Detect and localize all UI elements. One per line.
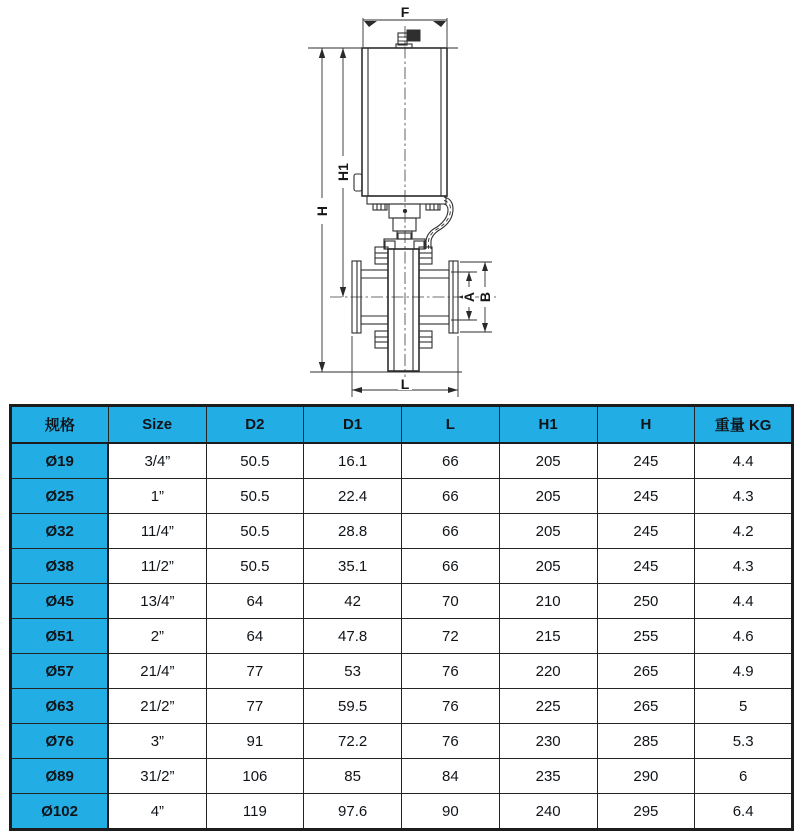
value-cell: 290 (597, 759, 695, 794)
value-cell: 72 (402, 619, 500, 654)
table-row (11, 689, 793, 724)
value-cell: 6.4 (695, 794, 793, 830)
value-cell: 245 (597, 549, 695, 584)
table-row (11, 724, 793, 759)
value-cell: 50.5 (206, 549, 304, 584)
value-cell: 5 (695, 689, 793, 724)
value-cell: 285 (597, 724, 695, 759)
value-cell: 1” (108, 479, 206, 514)
value-cell: 64 (206, 584, 304, 619)
value-cell: 50.5 (206, 479, 304, 514)
value-cell: 245 (597, 479, 695, 514)
value-cell: 4.6 (695, 619, 793, 654)
value-cell: 265 (597, 689, 695, 724)
spec-cell: Ø63 (11, 689, 109, 724)
label-b: B (477, 291, 493, 303)
value-cell: 50.5 (206, 443, 304, 479)
value-cell: 66 (402, 479, 500, 514)
value-cell: 205 (499, 514, 597, 549)
spec-cell: Ø76 (11, 724, 109, 759)
spec-cell: Ø38 (11, 549, 109, 584)
value-cell: 4” (108, 794, 206, 830)
value-cell: 250 (597, 584, 695, 619)
value-cell: 72.2 (304, 724, 402, 759)
value-cell: 205 (499, 443, 597, 479)
value-cell: 4.4 (695, 584, 793, 619)
value-cell: 28.8 (304, 514, 402, 549)
column-header-l: L (402, 406, 500, 444)
value-cell: 245 (597, 514, 695, 549)
value-cell: 4.3 (695, 479, 793, 514)
value-cell: 22.4 (304, 479, 402, 514)
spec-cell: Ø25 (11, 479, 109, 514)
air-fitting (396, 30, 420, 48)
column-header-size: Size (108, 406, 206, 444)
value-cell: 255 (597, 619, 695, 654)
spec-cell: Ø57 (11, 654, 109, 689)
dimension-h (314, 48, 330, 372)
table-row (11, 794, 793, 830)
value-cell: 21/4” (108, 654, 206, 689)
table-row (11, 443, 793, 479)
value-cell: 4.2 (695, 514, 793, 549)
value-cell: 64 (206, 619, 304, 654)
value-cell: 295 (597, 794, 695, 830)
table-row (11, 654, 793, 689)
value-cell: 91 (206, 724, 304, 759)
value-cell: 35.1 (304, 549, 402, 584)
value-cell: 76 (402, 654, 500, 689)
value-cell: 230 (499, 724, 597, 759)
spec-table-section (0, 402, 803, 831)
spec-table (9, 404, 794, 831)
table-row (11, 584, 793, 619)
value-cell: 77 (206, 654, 304, 689)
spec-cell: Ø45 (11, 584, 109, 619)
value-cell: 53 (304, 654, 402, 689)
value-cell: 4.9 (695, 654, 793, 689)
value-cell: 265 (597, 654, 695, 689)
value-cell: 220 (499, 654, 597, 689)
value-cell: 76 (402, 689, 500, 724)
column-header-h1: H1 (499, 406, 597, 444)
value-cell: 85 (304, 759, 402, 794)
column-header-spec: 规格 (11, 406, 109, 444)
spec-cell: Ø102 (11, 794, 109, 830)
value-cell: 240 (499, 794, 597, 830)
spec-cell: Ø19 (11, 443, 109, 479)
spec-cell: Ø89 (11, 759, 109, 794)
actuator-body (354, 48, 447, 239)
value-cell: 210 (499, 584, 597, 619)
value-cell: 119 (206, 794, 304, 830)
column-header-h: H (597, 406, 695, 444)
value-cell: 13/4” (108, 584, 206, 619)
value-cell: 66 (402, 549, 500, 584)
column-header-d2: D2 (206, 406, 304, 444)
spec-cell: Ø32 (11, 514, 109, 549)
value-cell: 6 (695, 759, 793, 794)
value-cell: 90 (402, 794, 500, 830)
value-cell: 66 (402, 443, 500, 479)
value-cell: 21/2” (108, 689, 206, 724)
value-cell: 50.5 (206, 514, 304, 549)
column-header-d1: D1 (304, 406, 402, 444)
table-row (11, 759, 793, 794)
drawing-area (0, 0, 803, 402)
value-cell: 4.4 (695, 443, 793, 479)
value-cell: 245 (597, 443, 695, 479)
value-cell: 11/2” (108, 549, 206, 584)
table-row (11, 479, 793, 514)
table-row (11, 514, 793, 549)
value-cell: 42 (304, 584, 402, 619)
label-h: H (314, 205, 330, 217)
table-row (11, 549, 793, 584)
value-cell: 5.3 (695, 724, 793, 759)
value-cell: 70 (402, 584, 500, 619)
value-cell: 225 (499, 689, 597, 724)
table-row (11, 619, 793, 654)
value-cell: 66 (402, 514, 500, 549)
valve-technical-drawing (0, 0, 803, 402)
value-cell: 3/4” (108, 443, 206, 479)
label-h1: H1 (335, 163, 351, 181)
table-header-row (11, 406, 793, 444)
spec-cell: Ø51 (11, 619, 109, 654)
value-cell: 205 (499, 549, 597, 584)
value-cell: 11/4” (108, 514, 206, 549)
value-cell: 97.6 (304, 794, 402, 830)
value-cell: 106 (206, 759, 304, 794)
value-cell: 47.8 (304, 619, 402, 654)
value-cell: 31/2” (108, 759, 206, 794)
value-cell: 235 (499, 759, 597, 794)
value-cell: 84 (402, 759, 500, 794)
value-cell: 4.3 (695, 549, 793, 584)
label-f: F (400, 4, 410, 20)
value-cell: 215 (499, 619, 597, 654)
value-cell: 76 (402, 724, 500, 759)
value-cell: 205 (499, 479, 597, 514)
label-l: L (400, 376, 410, 392)
value-cell: 77 (206, 689, 304, 724)
value-cell: 3” (108, 724, 206, 759)
value-cell: 59.5 (304, 689, 402, 724)
dimension-a (451, 272, 477, 320)
dimension-h1 (335, 48, 351, 297)
label-a: A (461, 291, 477, 303)
column-header-weight: 重量 KG (695, 406, 793, 444)
value-cell: 16.1 (304, 443, 402, 479)
value-cell: 2” (108, 619, 206, 654)
